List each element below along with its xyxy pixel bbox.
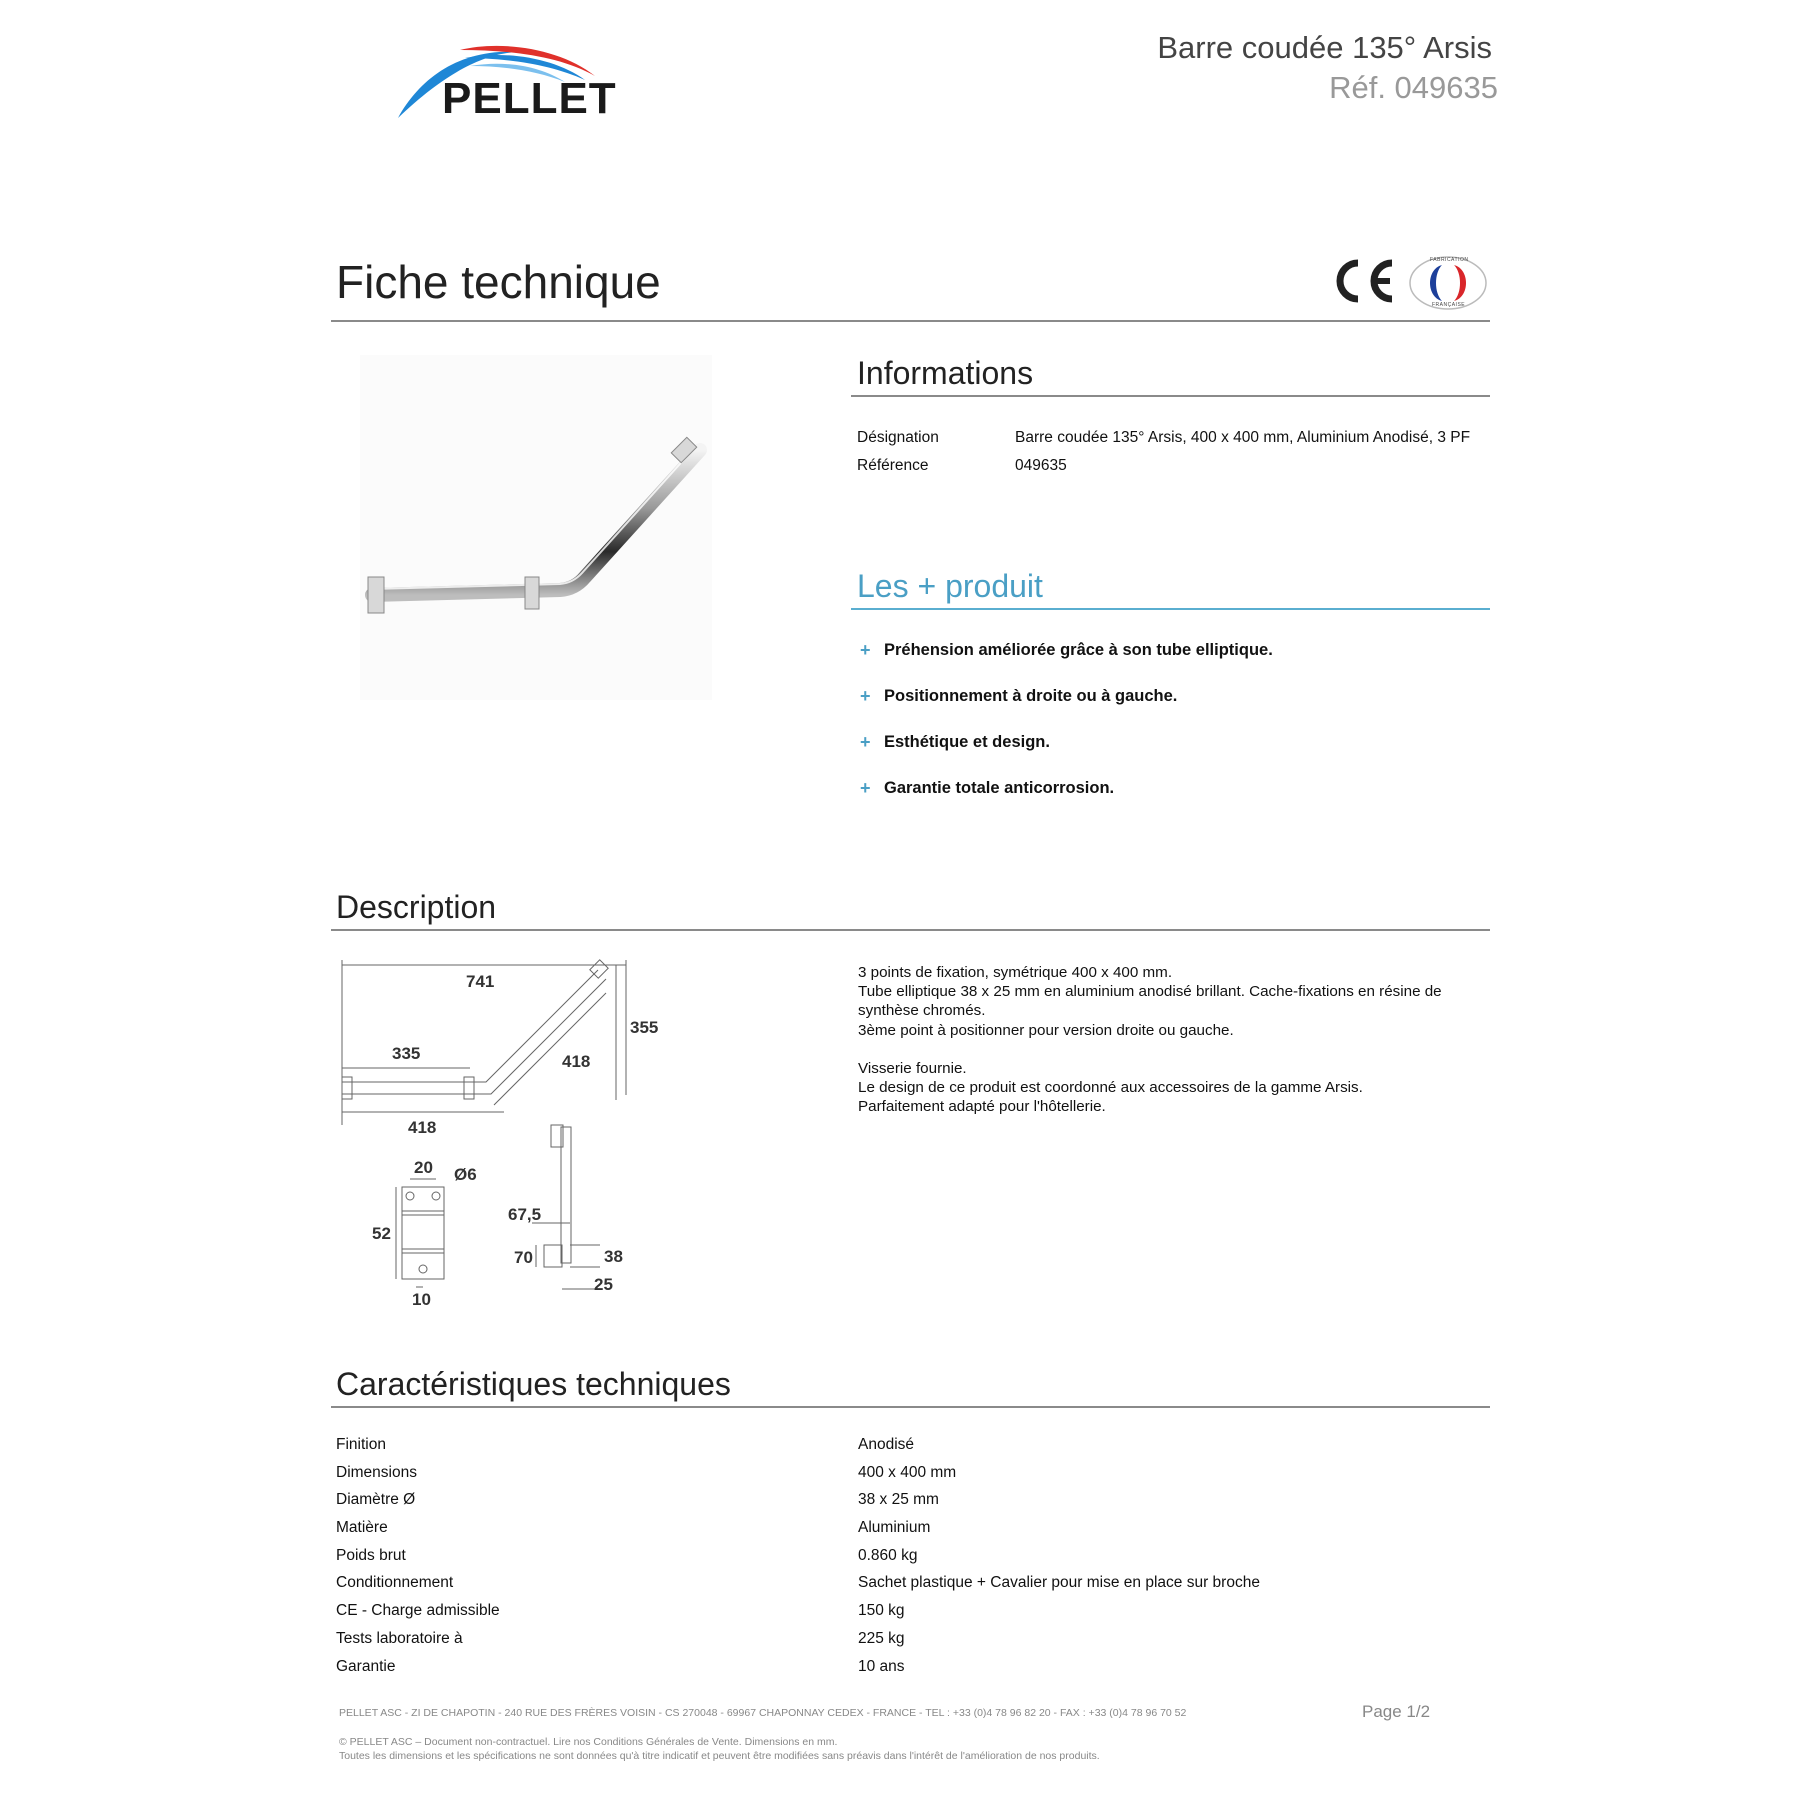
dim-plate-offset: 10 xyxy=(412,1290,431,1309)
table-row xyxy=(336,1519,1486,1547)
tech-value: Anodisé xyxy=(858,1436,915,1453)
tech-value: 38 x 25 mm xyxy=(858,1491,939,1509)
dimension-drawing xyxy=(336,955,659,1309)
tech-label: CE - Charge admissible xyxy=(336,1602,500,1620)
dim-height: 355 xyxy=(630,1018,659,1037)
plus-produit-rule xyxy=(851,608,1490,610)
table-row xyxy=(336,1547,1486,1575)
description-line: Tube elliptique 38 x 25 mm en aluminium anodisé brillant. Cache-fixations en résine de synthèse chromés. xyxy=(858,983,1442,1020)
informations-rule xyxy=(851,395,1490,397)
caracteristiques-title: Caractéristiques techniques xyxy=(336,1366,731,1402)
list-item-text: Préhension améliorée grâce à son tube elliptique. xyxy=(884,641,1273,659)
page-title: Fiche technique xyxy=(336,256,661,308)
tech-label: Conditionnement xyxy=(336,1574,454,1592)
footer-legal xyxy=(339,1735,1100,1763)
info-row-reference xyxy=(857,457,1497,477)
list-item xyxy=(858,640,1498,686)
product-image xyxy=(360,355,712,700)
footer-address: PELLET ASC - ZI DE CHAPOTIN - 240 RUE DES FRÈRES VOISIN - CS 270048 - 69967 CHAPONNAY CEDEX - FRANCE - TEL : +33 (0)4 78 96 82 20 - FAX : +33 (0)4 78 96 70 52 xyxy=(339,1707,1187,1719)
tech-label: Diamètre Ø xyxy=(336,1491,416,1509)
tech-value: 0.860 kg xyxy=(858,1546,918,1564)
table-row xyxy=(336,1574,1486,1602)
info-label: Référence xyxy=(857,457,929,474)
tech-label: Matière xyxy=(336,1519,388,1537)
dim-depth: 70 xyxy=(514,1248,533,1267)
plus-produit-list xyxy=(858,640,1498,824)
description-line: Visserie fournie. xyxy=(858,1060,967,1077)
info-value: Barre coudée 135° Arsis, 400 x 400 mm, Aluminium Anodisé, 3 PF xyxy=(1015,429,1471,446)
description-title: Description xyxy=(336,889,497,925)
description-rule xyxy=(331,929,1490,931)
tech-label: Garantie xyxy=(336,1657,396,1675)
footer-disclaimer: Toutes les dimensions et les spécifications ne sont données qu'à titre indicatif et peuvent être modifiées sans préavis dans l'intérêt de l'amélioration de nos produits. xyxy=(339,1750,1100,1762)
list-item xyxy=(858,686,1498,732)
dim-bottom-length: 418 xyxy=(408,1118,437,1137)
tech-label: Finition xyxy=(336,1436,386,1453)
fabrication-francaise-badge xyxy=(1408,255,1488,311)
plus-produit-title: Les + produit xyxy=(857,568,1043,604)
info-row-designation xyxy=(857,429,1497,449)
footer-copyright: © PELLET ASC – Document non-contractuel. Lire nos Conditions Générales de Vente. Dimensions en mm. xyxy=(339,1736,838,1748)
tech-label: Poids brut xyxy=(336,1546,406,1564)
dim-projection: 67,5 xyxy=(508,1205,542,1224)
dim-plate-width: 20 xyxy=(414,1158,433,1177)
list-item-text: Esthétique et design. xyxy=(884,733,1050,751)
table-row xyxy=(336,1464,1486,1492)
tech-value: 150 kg xyxy=(858,1602,905,1620)
description-line: Le design de ce produit est coordonné aux accessoires de la gamme Arsis. xyxy=(858,1079,1363,1097)
title-rule xyxy=(331,320,1490,322)
caracteristiques-rule xyxy=(331,1406,1490,1408)
list-item-text: Garantie totale anticorrosion. xyxy=(884,779,1115,797)
list-item xyxy=(858,732,1498,778)
info-value: 049635 xyxy=(1015,457,1067,474)
page-number: Page 1/2 xyxy=(1362,1702,1431,1721)
dim-overall-width: 741 xyxy=(466,972,495,991)
tech-label: Tests laboratoire à xyxy=(336,1629,463,1647)
plus-icon: + xyxy=(860,686,871,706)
table-row xyxy=(336,1658,1486,1686)
description-line xyxy=(858,1040,1498,1059)
description-line: Parfaitement adapté pour l'hôtellerie. xyxy=(858,1098,1106,1116)
table-row xyxy=(336,1491,1486,1519)
dim-arm-length: 418 xyxy=(562,1052,591,1071)
dim-hole-diameter: Ø6 xyxy=(454,1165,477,1184)
plus-icon: + xyxy=(860,732,871,752)
dim-tube-height: 38 xyxy=(604,1247,623,1266)
dim-tube-width: 25 xyxy=(594,1275,613,1294)
product-title: Barre coudée 135° Arsis xyxy=(1157,30,1492,65)
tech-value: Aluminium xyxy=(858,1519,931,1537)
description-line: 3ème point à positionner pour version droite ou gauche. xyxy=(858,1021,1234,1039)
tech-label: Dimensions xyxy=(336,1463,417,1481)
list-item-text: Positionnement à droite ou à gauche. xyxy=(884,687,1178,705)
tech-table xyxy=(336,1436,1486,1685)
tech-value: Sachet plastique + Cavalier pour mise en place sur broche xyxy=(858,1574,1260,1592)
informations-title: Informations xyxy=(857,355,1034,391)
pellet-logo xyxy=(390,38,640,128)
ce-mark-icon xyxy=(1330,255,1396,307)
description-text xyxy=(858,963,1498,1117)
table-row xyxy=(336,1630,1486,1658)
tech-value: 400 x 400 mm xyxy=(858,1463,957,1481)
plus-icon: + xyxy=(860,640,871,660)
table-row xyxy=(336,1602,1486,1630)
description-line: 3 points de fixation, symétrique 400 x 400 mm. xyxy=(858,964,1173,981)
tech-value: 225 kg xyxy=(858,1629,905,1647)
product-reference: Réf. 049635 xyxy=(1329,70,1498,105)
list-item xyxy=(858,778,1498,824)
logo-wordmark: PELLET xyxy=(442,74,617,123)
dim-inner-spacing: 335 xyxy=(392,1044,421,1063)
badge-text-bottom: FRANÇAISE xyxy=(1432,302,1466,308)
dim-plate-height: 52 xyxy=(372,1224,391,1243)
info-label: Désignation xyxy=(857,429,939,446)
badge-text-top: FABRICATION xyxy=(1430,257,1469,263)
table-row xyxy=(336,1436,1486,1464)
tech-value: 10 ans xyxy=(858,1657,905,1675)
plus-icon: + xyxy=(860,778,871,798)
